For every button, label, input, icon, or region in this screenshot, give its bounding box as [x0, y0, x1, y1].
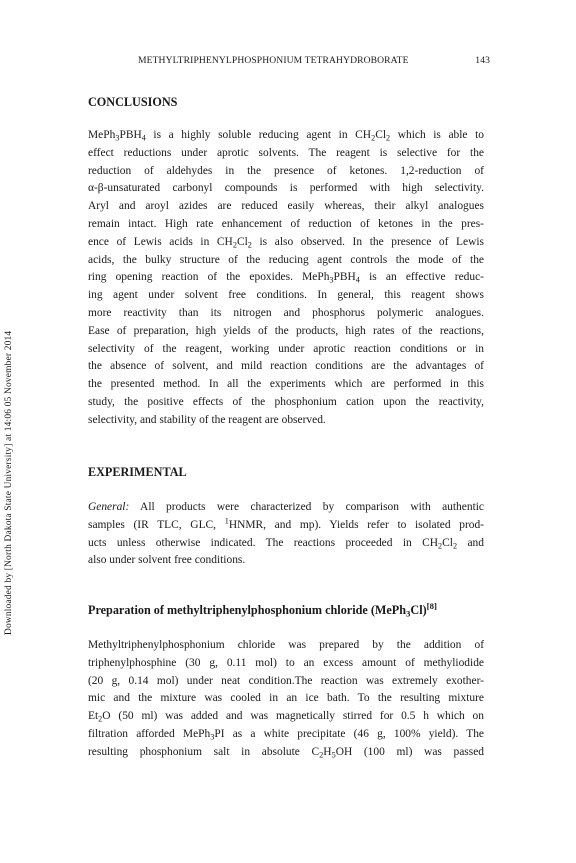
running-head-title: METHYLTRIPHENYLPHOSPHONIUM TETRAHYDROBORATE	[138, 55, 409, 66]
preparation-heading: Preparation of methyltriphenylphosphonium chloride (MePh$_3$Cl)[8]	[88, 601, 437, 619]
download-watermark: Downloaded by [North Dakota State University] at 14:06 05 November 2014	[4, 330, 14, 635]
running-head	[138, 55, 490, 66]
preparation-paragraph: Methyltriphenylphosphonium chloride was prepared by the addition of triphenylphosphine (30 g, 0.11 mol) to an excess amount of methyliodide (20 g, 0.14 mol) under neat condition.The reaction was extremely exother- mic and the mixture was cooled in an ice bath. To the resulting mixture $Et_2O$ (50 ml) was added and was magnetically stirred for 0.5 h which on filtration afforded MePh$_3$PI as a white precipitate (46 g, 100% yield). The resulting phosphonium salt in absolute $C_2H_5OH$ (100 ml) was passed	[88, 639, 485, 760]
experimental-heading: EXPERIMENTAL	[88, 465, 187, 479]
conclusions-heading: CONCLUSIONS	[88, 95, 178, 109]
general-paragraph: General: All products were characterized by comparison with authentic samples (IR TLC, GLC, $^1$HNMR, and mp). Yields refer to isolated prod- ucts unless otherwise indicated. The reactions proceeded in $CH_2Cl_2$ and also under solvent free conditions.	[88, 501, 484, 567]
conclusions-paragraph: $MePh_3PBH_4$ is a highly soluble reducing agent in $CH_2Cl_2$ which is able to effect reductions under aprotic solvents. The reagent is selective for the reduction of aldehydes in the presence of ketones. 1,2-reduction of α-β-unsaturated carbonyl compounds is performed with high selectivity. Aryl and aroyl azides are reduced easily whereas, their alkyl analogues remain intact. High rate enhancement of reduction of ketones in the pres- ence of Lewis acids in $CH_2Cl_2$ is also observed. In the presence of Lewis acids, the bulky structure of the reducing agent controls the mode of the ring opening reaction of the epoxides. $MePh_3PBH_4$ is an effective reduc- ing agent under solvent free conditions. In general, this reagent shows more reactivity than its nitrogen and phosphorus polymeric analogues. Ease of preparation, high yields of the products, high rates of the reactions, selectivity of the reagent, working under aprotic reaction conditions or in the absence of solvent, and mild reaction conditions are the advantages of the presented method. In all the experiments which are performed in this study, the positive effects of the phosphonium cation upon the reactivity, selectivity, and stability of the reagent are observed.	[88, 129, 485, 426]
general-label: General:	[88, 501, 130, 513]
page-number: 143	[475, 55, 490, 66]
